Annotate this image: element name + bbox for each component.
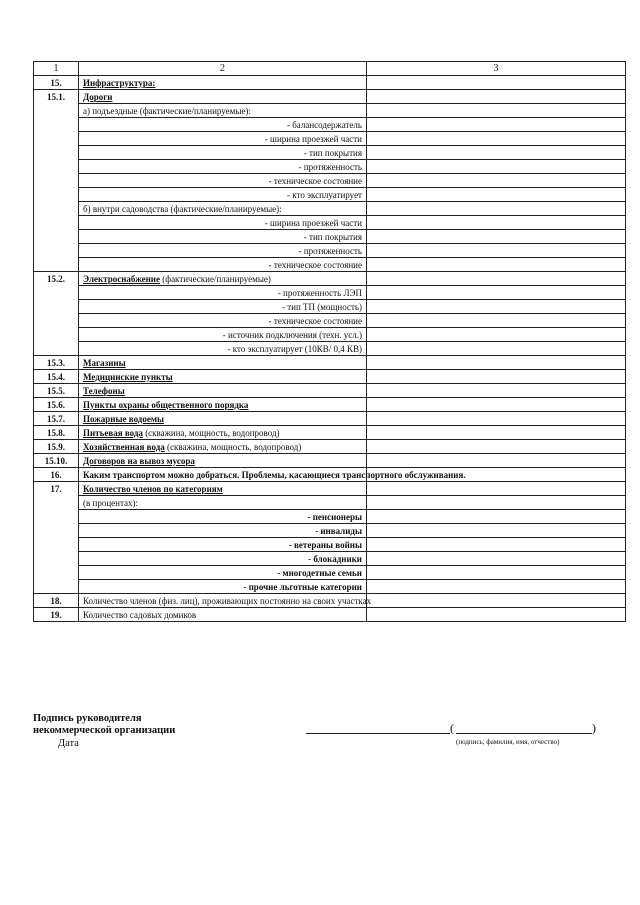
table-row — [34, 160, 626, 174]
header-cell-2: 2 — [79, 62, 367, 76]
value-cell[interactable] — [367, 538, 626, 552]
value-cell[interactable] — [367, 398, 626, 412]
value-cell[interactable] — [367, 230, 626, 244]
row-label-rest: (скважина, мощность, водопровод) — [142, 427, 280, 438]
table-row — [34, 468, 626, 482]
row-number — [34, 244, 79, 258]
row-number: 17. — [34, 482, 79, 496]
table-row — [34, 244, 626, 258]
value-cell[interactable] — [367, 524, 626, 538]
table-row — [34, 552, 626, 566]
table-row — [34, 132, 626, 146]
table-row — [34, 454, 626, 468]
row-number — [34, 538, 79, 552]
row-label: Количество членов (физ. лиц), проживающих постоянно на своих участках — [79, 594, 367, 608]
value-cell[interactable] — [367, 132, 626, 146]
value-cell[interactable] — [367, 104, 626, 118]
table-row — [34, 328, 626, 342]
row-label: - тип покрытия — [79, 146, 367, 160]
row-label: Дороги — [79, 90, 367, 104]
table-row — [34, 538, 626, 552]
table-row — [34, 202, 626, 216]
table-row — [34, 356, 626, 370]
value-cell[interactable] — [367, 440, 626, 454]
row-label: Медицинские пункты — [79, 370, 367, 384]
value-cell[interactable] — [367, 244, 626, 258]
value-cell[interactable] — [367, 160, 626, 174]
row-number — [34, 524, 79, 538]
row-number: 15.5. — [34, 384, 79, 398]
table-row — [34, 76, 626, 90]
row-number — [34, 510, 79, 524]
value-cell[interactable] — [367, 76, 626, 90]
row-number: 15.7. — [34, 412, 79, 426]
value-cell[interactable] — [367, 90, 626, 104]
row-number — [34, 188, 79, 202]
table-row — [34, 286, 626, 300]
row-label: Магазины — [79, 356, 367, 370]
value-cell[interactable] — [367, 328, 626, 342]
row-number — [34, 552, 79, 566]
table-row — [34, 174, 626, 188]
row-label: - прочие льготные категории — [79, 580, 367, 594]
value-cell[interactable] — [367, 580, 626, 594]
value-cell[interactable] — [367, 566, 626, 580]
value-cell[interactable] — [367, 412, 626, 426]
table-row — [34, 594, 626, 608]
value-cell[interactable] — [367, 608, 626, 622]
row-label: - инвалиды — [79, 524, 367, 538]
value-cell[interactable] — [367, 426, 626, 440]
table-row — [34, 482, 626, 496]
value-cell[interactable] — [367, 594, 626, 608]
table-row — [34, 566, 626, 580]
table-row — [34, 300, 626, 314]
table-row — [34, 384, 626, 398]
row-number — [34, 174, 79, 188]
row-label: - кто эксплуатирует (10КВ/ 0,4 КВ) — [79, 342, 367, 356]
row-number — [34, 342, 79, 356]
value-cell[interactable] — [367, 454, 626, 468]
row-label — [79, 272, 367, 286]
row-label: - тип ТП (мощность) — [79, 300, 367, 314]
signature-label-line1: Подпись руководителя — [33, 713, 142, 724]
table-row — [34, 90, 626, 104]
row-number: 19. — [34, 608, 79, 622]
value-cell[interactable] — [367, 314, 626, 328]
table-row — [34, 496, 626, 510]
row-label: а) подъездные (фактические/планируемые): — [79, 104, 367, 118]
row-number — [34, 580, 79, 594]
row-label: - техническое состояние — [79, 314, 367, 328]
row-number: 15.6. — [34, 398, 79, 412]
table-row — [34, 342, 626, 356]
signature-label-line2: некоммерческой организации — [33, 725, 176, 736]
table-row — [34, 426, 626, 440]
value-cell[interactable] — [367, 384, 626, 398]
row-label: - техническое состояние — [79, 174, 367, 188]
row-number: 15.9. — [34, 440, 79, 454]
row-label: Телефоны — [79, 384, 367, 398]
row-number — [34, 300, 79, 314]
row-number: 15.4. — [34, 370, 79, 384]
table-row — [34, 580, 626, 594]
signature-caption: (подпись, фамилия, имя, отчество) — [456, 738, 560, 746]
table-body — [34, 62, 626, 622]
row-number: 15.10. — [34, 454, 79, 468]
row-label: Пожарные водоемы — [79, 412, 367, 426]
table-row — [34, 608, 626, 622]
row-label: - протяженность — [79, 244, 367, 258]
row-number: 15.3. — [34, 356, 79, 370]
value-cell[interactable] — [367, 188, 626, 202]
row-label: Пункты охраны общественного порядка — [79, 398, 367, 412]
header-cell-3: 3 — [367, 62, 626, 76]
row-label: - балансодержатель — [79, 118, 367, 132]
row-number — [34, 286, 79, 300]
row-number: 15.2. — [34, 272, 79, 286]
value-cell[interactable] — [367, 356, 626, 370]
table-row — [34, 272, 626, 286]
row-label: - блокадники — [79, 552, 367, 566]
row-number — [34, 566, 79, 580]
table-row — [34, 104, 626, 118]
value-cell[interactable] — [367, 118, 626, 132]
value-cell[interactable] — [367, 202, 626, 216]
row-label-rest: (скважина, мощность, водопровод) — [164, 441, 302, 452]
row-number — [34, 258, 79, 272]
table-row — [34, 314, 626, 328]
row-number — [34, 496, 79, 510]
row-number — [34, 202, 79, 216]
table-row — [34, 398, 626, 412]
row-label-bold: Хозяйственная вода — [83, 441, 165, 452]
row-label: - ширина проезжей части — [79, 132, 367, 146]
table-row — [34, 370, 626, 384]
table-row — [34, 258, 626, 272]
table-row — [34, 118, 626, 132]
row-label: Количество садовых домиков — [79, 608, 367, 622]
date-label: Дата — [58, 738, 79, 749]
row-number: 15. — [34, 76, 79, 90]
row-number: 18. — [34, 594, 79, 608]
row-number — [34, 104, 79, 118]
table-row — [34, 146, 626, 160]
row-label — [79, 426, 367, 440]
signature-line[interactable] — [306, 733, 450, 734]
row-number: 15.1. — [34, 90, 79, 104]
value-cell[interactable] — [367, 300, 626, 314]
row-label: - ветераны войны — [79, 538, 367, 552]
table-row — [34, 188, 626, 202]
row-label-bold: Электроснабжение — [83, 273, 160, 284]
table-row — [34, 524, 626, 538]
close-paren: ) — [592, 721, 596, 735]
table-row — [34, 440, 626, 454]
row-label: - кто эксплуатирует — [79, 188, 367, 202]
table-row — [34, 216, 626, 230]
value-cell[interactable] — [367, 286, 626, 300]
row-label: - ширина проезжей части — [79, 216, 367, 230]
value-cell[interactable] — [367, 272, 626, 286]
header-row — [34, 62, 626, 76]
row-label: - многодетные семьи — [79, 566, 367, 580]
value-cell[interactable] — [367, 510, 626, 524]
row-label: Каким транспортом можно добраться. Проблемы, касающиеся транспортного обслуживания. — [79, 468, 367, 482]
header-cell-1: 1 — [34, 62, 79, 76]
row-label: Договоров на вывоз мусора — [79, 454, 367, 468]
row-label: б) внутри садоводства (фактические/планируемые): — [79, 202, 367, 216]
row-number — [34, 160, 79, 174]
row-label: - протяженность ЛЭП — [79, 286, 367, 300]
value-cell[interactable] — [367, 258, 626, 272]
table-row — [34, 510, 626, 524]
row-number — [34, 118, 79, 132]
row-label — [79, 440, 367, 454]
value-cell[interactable] — [367, 146, 626, 160]
row-number — [34, 216, 79, 230]
table-row — [34, 230, 626, 244]
row-label: (в процентах): — [79, 496, 367, 510]
value-cell[interactable] — [367, 216, 626, 230]
row-label: - протяженность — [79, 160, 367, 174]
value-cell[interactable] — [367, 552, 626, 566]
row-label-rest: (фактические/планируемые) — [159, 273, 271, 284]
form-table — [33, 61, 626, 622]
row-number: 16. — [34, 468, 79, 482]
value-cell[interactable] — [367, 496, 626, 510]
table-row — [34, 412, 626, 426]
row-label: - пенсионеры — [79, 510, 367, 524]
value-cell[interactable] — [367, 174, 626, 188]
row-label: - тип покрытия — [79, 230, 367, 244]
row-label: - техническое состояние — [79, 258, 367, 272]
row-number — [34, 314, 79, 328]
row-label: Инфраструктура: — [79, 76, 367, 90]
row-number — [34, 146, 79, 160]
row-number — [34, 328, 79, 342]
row-label-bold: Питьевая вода — [83, 427, 143, 438]
value-cell[interactable] — [367, 482, 626, 496]
row-number — [34, 230, 79, 244]
row-number: 15.8. — [34, 426, 79, 440]
open-paren: ( — [450, 721, 454, 735]
row-label: - источник подключения (техн. усл.) — [79, 328, 367, 342]
value-cell[interactable] — [367, 370, 626, 384]
row-number — [34, 132, 79, 146]
full-name-line[interactable] — [456, 733, 592, 734]
value-cell[interactable] — [367, 342, 626, 356]
row-label: Количество членов по категориям — [79, 482, 367, 496]
